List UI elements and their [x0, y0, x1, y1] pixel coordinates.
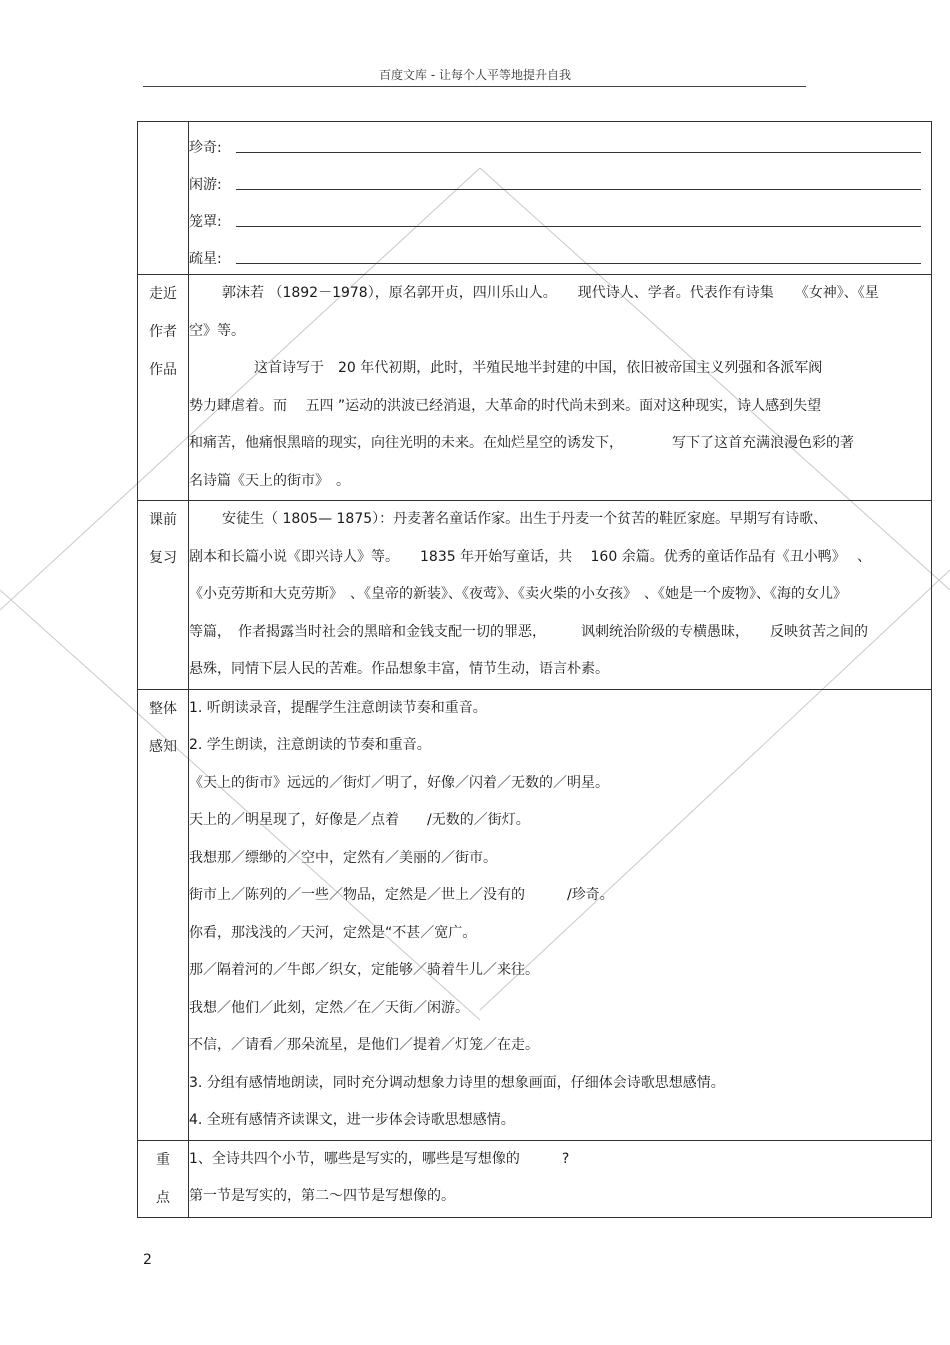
review-row	[138, 501, 932, 690]
page-number: 2	[143, 1252, 152, 1268]
vocab-word: 疏星:	[189, 251, 222, 267]
text-line: 《小克劳斯和大克劳斯》 、《皇帝的新装》、《夜莺》、《卖火柴的小女孩》 、《她是一个废物》、《海的女儿》	[189, 586, 847, 602]
section-label-author	[138, 275, 189, 501]
text-line: 1. 听朗读录音，提醒学生注意朗读节奏和重音。	[189, 699, 487, 716]
poem-line: 《天上的街市》远远的／街灯／明了，好像／闪着／无数的／明星。	[189, 774, 609, 791]
text-line: 1、全诗共四个小节，哪些是写实的，哪些是写想像的 ?	[189, 1150, 570, 1167]
label-line: 作者	[149, 324, 177, 340]
key-content	[189, 1140, 932, 1217]
fill-in-line	[236, 225, 921, 227]
poem-line: 街市上／陈列的／一些／物品，定然是／世上／没有的 /珍奇。	[189, 887, 614, 903]
header-rule	[143, 86, 806, 87]
review-content	[189, 501, 932, 690]
fill-in-line	[236, 151, 921, 153]
poem-line: 不信，／请看／那朵流星，是他们／提着／灯笼／在走。	[189, 1037, 539, 1053]
text-line: 势力肆虐着。而 五四 ”运动的洪波已经消退，大革命的时代尚未到来。面对这种现实，诗人感到失望	[189, 397, 822, 414]
text-line: 和痛苦，他痛恨黑暗的现实，向往光明的未来。在灿烂星空的诱发下， 写下了这首充满浪漫色彩的著	[189, 435, 854, 451]
text-line: 这首诗写于 20 年代初期，此时，半殖民地半封建的中国，依旧被帝国主义列强和各派军阀	[254, 360, 823, 376]
overall-content	[189, 689, 932, 1140]
text-line: 郭沫若 （1892－1978），原名郭开贞，四川乐山人。 现代诗人、学者。代表作有诗集 《女神》、《星	[222, 285, 879, 301]
vocab-cell	[189, 122, 932, 275]
poem-line: 我想／他们／此刻，定然／在／天街／闲游。	[189, 999, 469, 1016]
vocab-item	[189, 122, 931, 159]
label-line: 整体	[149, 700, 177, 717]
label-line: 感知	[149, 738, 177, 755]
label-line: 走近	[149, 286, 177, 302]
poem-line: 那／隔着河的／牛郎／织女，定能够／骑着牛儿／来往。	[189, 962, 539, 978]
text-line: 安徒生（ 1805— 1875）：丹麦著名童话作家。出生于丹麦一个贫苦的鞋匠家庭。早期写有诗歌、	[222, 511, 828, 527]
vocab-label-cell	[138, 122, 189, 275]
text-line: 4. 全班有感情齐读课文，进一步体会诗歌思想感情。	[189, 1112, 515, 1128]
author-row	[138, 275, 932, 501]
vocab-word: 笼罩:	[189, 214, 222, 230]
lesson-table	[137, 121, 932, 1218]
text-line: 空》等。	[189, 322, 245, 339]
section-label-review	[138, 501, 189, 690]
text-line: 等篇， 作者揭露当时社会的黑暗和金钱支配一切的罪恶， 讽刺统治阶级的专横愚昧， 反映贫苦之间的	[189, 623, 868, 640]
poem-line: 天上的／明星现了，好像是／点着 /无数的／街灯。	[189, 812, 530, 828]
section-label-key	[138, 1140, 189, 1217]
label-line: 重	[156, 1151, 170, 1168]
text-line: 剧本和长篇小说《即兴诗人》等。 1835 年开始写童话，共 160 余篇。优秀的童话作品有《丑小鸭》 、	[189, 548, 872, 565]
vocab-item	[189, 196, 931, 233]
label-line: 课前	[149, 512, 177, 528]
poem-line: 我想那／缥缈的／空中，定然有／美丽的／街市。	[189, 849, 497, 866]
label-line: 点	[156, 1189, 170, 1206]
label-line: 作品	[149, 362, 177, 378]
label-line: 复习	[149, 550, 177, 566]
page-header: 百度文库 - 让每个人平等地提升自我	[379, 68, 571, 82]
text-line: 名诗篇《天上的街市》 。	[189, 472, 350, 489]
vocab-item	[189, 233, 931, 270]
fill-in-line	[236, 188, 921, 190]
section-label-overall	[138, 689, 189, 1140]
text-line: 2. 学生朗读，注意朗读的节奏和重音。	[189, 737, 431, 753]
overall-row	[138, 689, 932, 1140]
author-content	[189, 275, 932, 501]
key-row	[138, 1140, 932, 1217]
text-line: 3. 分组有感情地朗读，同时充分调动想象力诗里的想象画面，仔细体会诗歌思想感情。	[189, 1074, 725, 1091]
text-line: 悬殊，同情下层人民的苦难。作品想象丰富，情节生动，语言朴素。	[189, 661, 609, 677]
vocab-word: 珍奇:	[189, 140, 222, 156]
text-line: 第一节是写实的，第二～四节是写想像的。	[189, 1188, 455, 1204]
poem-line: 你看，那浅浅的／天河，定然是“不甚／宽广。	[189, 924, 477, 941]
vocab-item	[189, 159, 931, 196]
vocab-word: 闲游:	[189, 177, 222, 193]
fill-in-line	[236, 262, 921, 264]
vocab-row	[138, 122, 932, 275]
